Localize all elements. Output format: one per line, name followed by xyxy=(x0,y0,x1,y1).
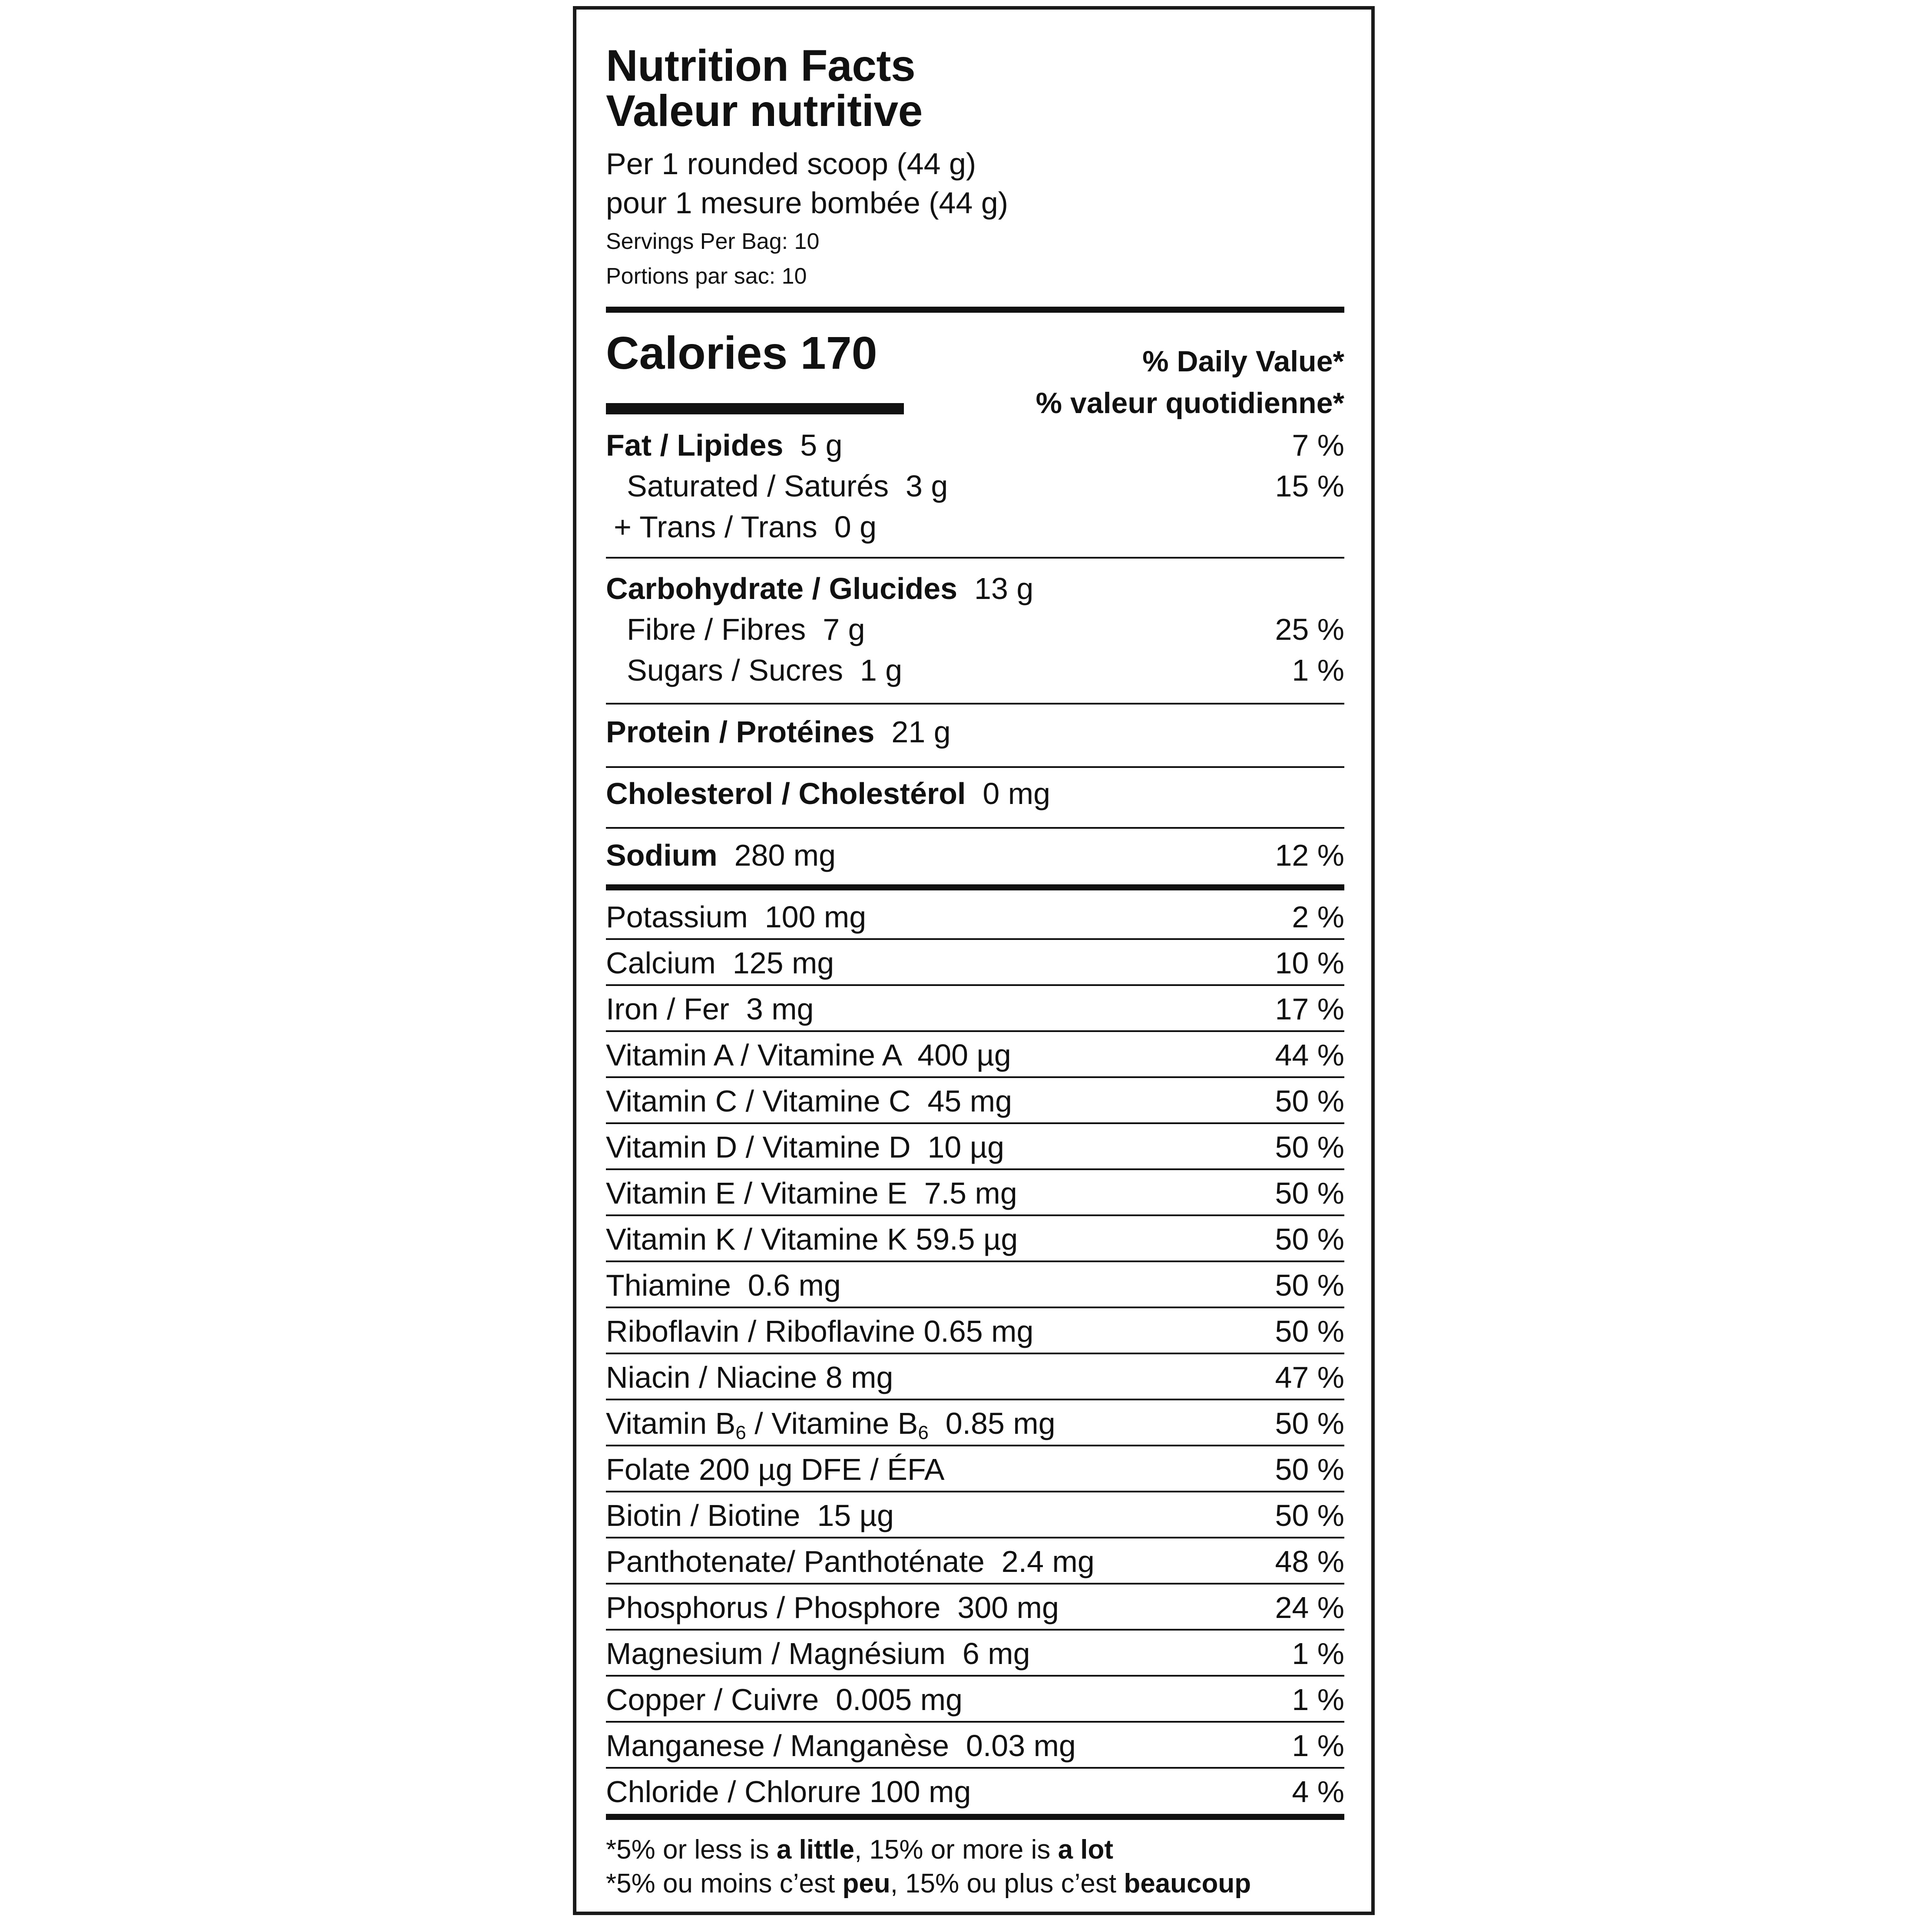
vitamin-row: Copper / Cuivre 0.005 mg 1 % xyxy=(606,1683,1344,1717)
divider xyxy=(606,1030,1344,1032)
nutrient-row-sodium xyxy=(606,840,1344,879)
nutrient-pct: 25 % xyxy=(1275,612,1344,646)
nutrient-row-trans xyxy=(606,512,1344,551)
divider xyxy=(606,984,1344,986)
vitamin-row: Magnesium / Magnésium 6 mg 1 % xyxy=(606,1637,1344,1671)
vitamin-row: Chloride / Chlorure 100 mg 4 % xyxy=(606,1775,1344,1809)
nutrient-name: Fat / Lipides xyxy=(606,428,784,462)
nutrient-row-sugars xyxy=(606,655,1344,694)
nutrient-amount: 1 g xyxy=(860,653,903,687)
nutrient-row-fibre xyxy=(606,614,1344,653)
divider xyxy=(606,827,1344,829)
thick-divider xyxy=(606,1814,1344,1820)
calories: Calories 170 xyxy=(606,328,877,379)
nutrient-amount: 0 g xyxy=(834,510,877,544)
nutrient-name: Cholesterol / Cholestérol xyxy=(606,777,966,811)
nutrient-pct: 7 % xyxy=(1292,428,1344,462)
nutrient-name: Saturated / Saturés xyxy=(627,469,889,503)
divider xyxy=(606,1537,1344,1538)
nutrient-name: Protein / Protéines xyxy=(606,715,875,749)
calories-bar xyxy=(606,403,904,414)
nutrient-amount: 5 g xyxy=(800,428,843,462)
divider xyxy=(606,766,1344,768)
divider xyxy=(606,1307,1344,1308)
servings-per-bag-en: Servings Per Bag: 10 xyxy=(606,229,820,254)
divider xyxy=(606,1767,1344,1769)
vitamin-row: Vitamin E / Vitamine E 7.5 mg 50 % xyxy=(606,1176,1344,1210)
nutrient-row-cholesterol xyxy=(606,778,1344,817)
nutrition-facts-label xyxy=(573,6,1375,1915)
divider xyxy=(606,1260,1344,1262)
vitamin-row: Vitamin A / Vitamine A 400 µg 44 % xyxy=(606,1038,1344,1072)
nutrient-amount: 21 g xyxy=(891,715,951,749)
divider xyxy=(606,1214,1344,1216)
nutrient-amount: 13 g xyxy=(974,572,1034,605)
divider xyxy=(606,703,1344,705)
nutrient-row-saturated xyxy=(606,471,1344,510)
vitamin-row: Vitamin C / Vitamine C 45 mg 50 % xyxy=(606,1084,1344,1118)
nutrient-name: Sugars / Sucres xyxy=(627,653,843,687)
nutrient-row-fat xyxy=(606,430,1344,469)
nutrient-amount: 0 mg xyxy=(983,777,1051,811)
nutrient-name: Sodium xyxy=(606,838,718,872)
divider xyxy=(606,1491,1344,1492)
nutrient-pct: 1 % xyxy=(1292,653,1344,687)
divider xyxy=(606,1168,1344,1170)
servings-per-bag-fr: Portions par sac: 10 xyxy=(606,264,807,289)
vitamin-row: Phosphorus / Phosphore 300 mg 24 % xyxy=(606,1591,1344,1624)
vitamin-row: Manganese / Manganèse 0.03 mg 1 % xyxy=(606,1729,1344,1763)
title-fr: Valeur nutritive xyxy=(606,86,923,136)
nutrient-name: Fibre / Fibres xyxy=(627,612,806,646)
nutrient-name: Carbohydrate / Glucides xyxy=(606,572,958,605)
vitamin-row: Riboflavin / Riboflavine 0.65 mg 50 % xyxy=(606,1314,1344,1348)
vitamin-row: Potassium 100 mg 2 % xyxy=(606,900,1344,934)
divider xyxy=(606,1399,1344,1400)
nutrient-row-protein xyxy=(606,717,1344,756)
vitamin-row: Folate 200 µg DFE / ÉFA 50 % xyxy=(606,1452,1344,1486)
nutrient-name: + Trans / Trans xyxy=(614,510,817,544)
divider xyxy=(606,1675,1344,1677)
nutrient-pct: 15 % xyxy=(1275,469,1344,503)
serving-size-fr: pour 1 mesure bombée (44 g) xyxy=(606,186,1009,220)
vitamin-row: Vitamin D / Vitamine D 10 µg 50 % xyxy=(606,1130,1344,1164)
vitamin-row: Thiamine 0.6 mg 50 % xyxy=(606,1268,1344,1302)
divider xyxy=(606,1353,1344,1354)
divider xyxy=(606,938,1344,940)
nutrient-amount: 280 mg xyxy=(734,838,836,872)
thick-divider xyxy=(606,307,1344,313)
serving-size-en: Per 1 rounded scoop (44 g) xyxy=(606,147,976,181)
daily-value-header-en: % Daily Value* xyxy=(1142,345,1344,378)
divider xyxy=(606,1122,1344,1124)
divider xyxy=(606,1721,1344,1723)
vitamin-row-b6: Vitamin B6 / Vitamine B6 0.85 mg 50 % xyxy=(606,1406,1344,1443)
vitamin-row: Calcium 125 mg 10 % xyxy=(606,946,1344,980)
vitamin-row: Iron / Fer 3 mg 17 % xyxy=(606,992,1344,1026)
divider xyxy=(606,1629,1344,1631)
divider xyxy=(606,1583,1344,1585)
nutrient-amount: 7 g xyxy=(823,612,865,646)
footnote-fr: *5% ou moins c’est peu, 15% ou plus c’est beaucoup xyxy=(606,1869,1251,1899)
vitamin-row: Panthotenate/ Panthoténate 2.4 mg 48 % xyxy=(606,1545,1344,1578)
footnote-en: *5% or less is a little, 15% or more is a lot xyxy=(606,1835,1114,1865)
vitamin-row: Biotin / Biotine 15 µg 50 % xyxy=(606,1499,1344,1532)
nutrient-amount: 3 g xyxy=(906,469,948,503)
thick-divider xyxy=(606,884,1344,890)
vitamin-row: Niacin / Niacine 8 mg 47 % xyxy=(606,1360,1344,1394)
daily-value-header-fr: % valeur quotidienne* xyxy=(1035,387,1344,420)
vitamin-row: Vitamin K / Vitamine K 59.5 µg 50 % xyxy=(606,1222,1344,1256)
divider xyxy=(606,557,1344,559)
nutrient-pct: 12 % xyxy=(1275,838,1344,872)
nutrient-row-carbohydrate xyxy=(606,573,1344,612)
divider xyxy=(606,1445,1344,1446)
divider xyxy=(606,1076,1344,1078)
title-en: Nutrition Facts xyxy=(606,41,916,90)
